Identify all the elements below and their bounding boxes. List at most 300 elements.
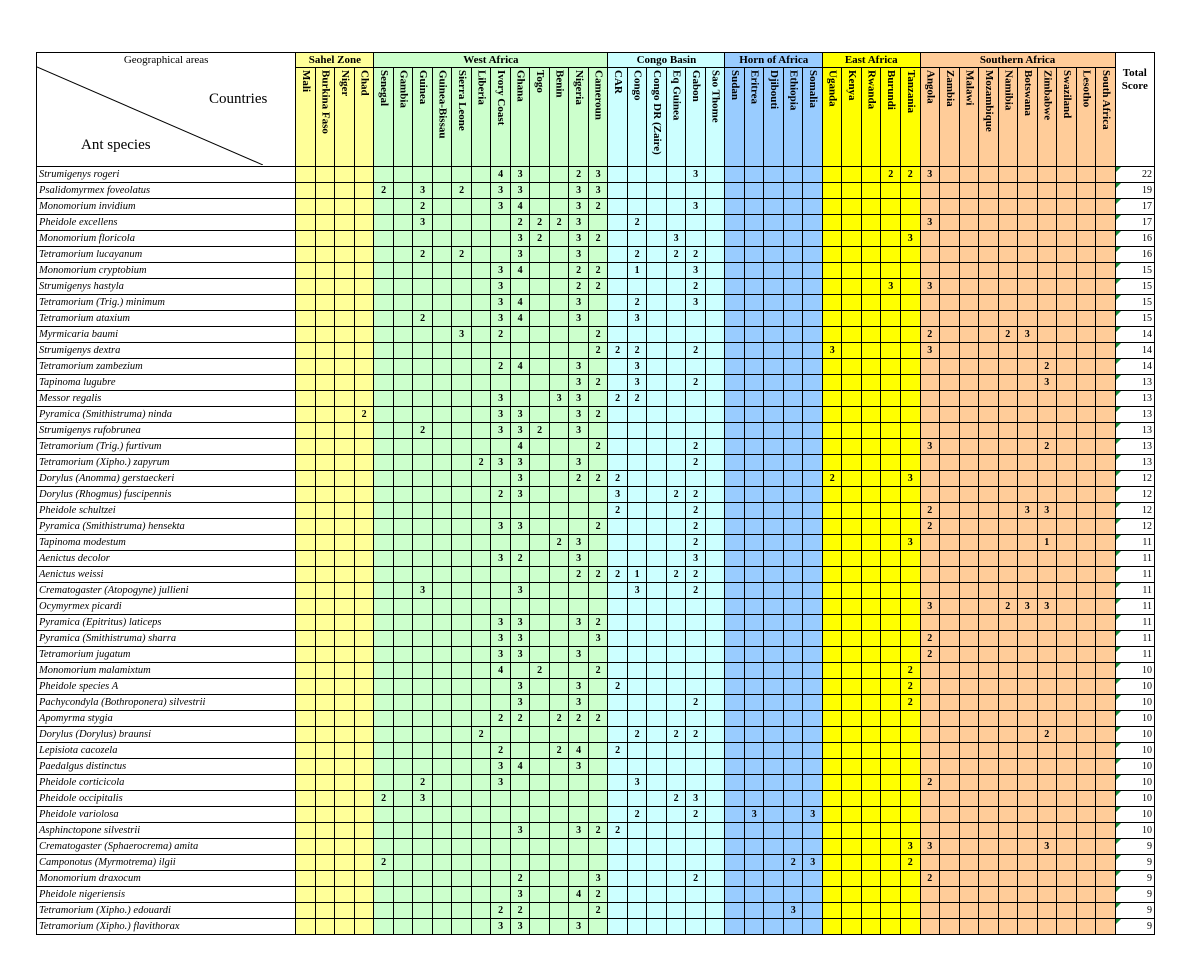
score-cell [979,343,999,359]
score-cell [803,359,823,375]
score-cell [1018,199,1038,215]
score-cell [959,631,979,647]
score-cell [979,631,999,647]
score-cell [1076,823,1096,839]
score-cell: 2 [588,615,608,631]
score-cell [1076,247,1096,263]
score-cell [608,519,628,535]
score-cell [705,487,725,503]
score-cell [764,807,784,823]
score-cell [354,551,374,567]
score-cell [588,919,608,935]
score-cell [900,359,920,375]
score-cell: 3 [1018,503,1038,519]
score-cell: 3 [627,583,647,599]
score-cell: 3 [920,167,940,183]
score-cell [1076,327,1096,343]
score-cell [647,183,667,199]
score-cell [1076,903,1096,919]
score-cell [296,887,316,903]
score-cell [940,423,960,439]
score-cell [1076,375,1096,391]
score-cell [588,759,608,775]
score-cell [432,279,452,295]
score-cell [413,855,433,871]
score-cell [842,711,862,727]
score-cell [725,887,745,903]
score-cell [1018,823,1038,839]
score-cell [335,279,355,295]
score-cell [647,247,667,263]
country-name: Sao Thome [709,70,722,123]
score-cell: 3 [491,391,511,407]
score-cell [998,343,1018,359]
country-header [608,68,628,167]
score-cell [530,647,550,663]
score-cell [822,839,842,855]
score-cell [744,471,764,487]
score-cell [393,503,413,519]
score-cell [549,791,569,807]
score-cell [1076,679,1096,695]
score-cell [764,327,784,343]
score-cell [452,791,472,807]
score-cell [647,391,667,407]
score-cell [764,583,784,599]
score-cell [471,215,491,231]
table-row [37,695,1155,711]
score-cell [998,215,1018,231]
score-cell [998,887,1018,903]
score-cell [803,663,823,679]
score-cell [452,871,472,887]
score-cell [296,919,316,935]
country-name: Gambia [397,70,410,108]
score-cell [1057,567,1077,583]
score-cell [530,343,550,359]
score-cell [881,839,901,855]
score-cell [1096,247,1116,263]
score-cell [783,823,803,839]
score-cell [510,839,530,855]
total-score-cell: 10 [1115,727,1154,743]
score-cell: 3 [510,679,530,695]
score-cell [705,231,725,247]
score-cell [1076,407,1096,423]
score-cell [998,679,1018,695]
score-cell [569,503,589,519]
score-cell: 3 [491,615,511,631]
table-row [37,455,1155,471]
table-row [37,295,1155,311]
species-name-cell: Pheidole corticicola [37,775,296,791]
score-cell [1037,791,1057,807]
score-cell [549,423,569,439]
score-cell: 2 [530,423,550,439]
score-cell [764,679,784,695]
total-score-cell: 11 [1115,535,1154,551]
score-cell [959,199,979,215]
score-cell [296,855,316,871]
score-cell [861,583,881,599]
score-cell [900,519,920,535]
score-cell [842,567,862,583]
score-cell [881,407,901,423]
total-score-cell: 11 [1115,647,1154,663]
score-cell [686,839,706,855]
score-cell [861,439,881,455]
score-cell [1096,759,1116,775]
score-cell: 3 [510,647,530,663]
score-cell [822,823,842,839]
score-cell [842,919,862,935]
score-cell [452,487,472,503]
score-cell [647,311,667,327]
score-cell [393,455,413,471]
score-cell [432,471,452,487]
score-cell [666,903,686,919]
score-cell [1037,215,1057,231]
score-cell: 2 [1037,439,1057,455]
score-cell [861,775,881,791]
score-cell [432,167,452,183]
total-score-cell: 10 [1115,679,1154,695]
score-cell [705,407,725,423]
score-cell [647,551,667,567]
score-cell: 4 [510,439,530,455]
score-cell [393,535,413,551]
score-cell [1057,279,1077,295]
score-cell [393,679,413,695]
score-cell [1018,887,1038,903]
score-cell [959,327,979,343]
score-cell [315,823,335,839]
score-cell [959,503,979,519]
score-cell [647,759,667,775]
table-row [37,391,1155,407]
score-cell [296,791,316,807]
score-cell: 3 [569,375,589,391]
score-cell [764,343,784,359]
country-name: Senegal [378,70,391,107]
score-cell [393,695,413,711]
score-cell [979,279,999,295]
score-cell [335,599,355,615]
score-cell: 2 [920,871,940,887]
score-cell [1037,343,1057,359]
score-cell [666,871,686,887]
score-cell [666,455,686,471]
score-cell [374,215,394,231]
score-cell [1018,551,1038,567]
table-row [37,903,1155,919]
score-cell [354,583,374,599]
score-cell [647,327,667,343]
score-cell [998,903,1018,919]
score-cell: 3 [510,247,530,263]
score-cell: 3 [569,407,589,423]
score-cell [627,167,647,183]
score-cell [861,823,881,839]
score-cell: 3 [510,423,530,439]
score-cell [530,631,550,647]
score-cell [686,631,706,647]
score-cell [725,823,745,839]
species-name-cell: Tetramorium (Trig.) minimum [37,295,296,311]
score-cell: 3 [510,231,530,247]
score-cell [315,199,335,215]
score-cell [549,919,569,935]
total-score-cell: 12 [1115,471,1154,487]
country-header [296,68,316,167]
species-name-cell: Tapinoma modestum [37,535,296,551]
species-name-cell: Pheidole schultzei [37,503,296,519]
score-cell [432,807,452,823]
score-cell [940,167,960,183]
score-cell [1037,775,1057,791]
score-cell [686,887,706,903]
score-cell [959,423,979,439]
score-cell [608,327,628,343]
score-cell [764,823,784,839]
score-cell [842,647,862,663]
score-cell [432,695,452,711]
score-cell [413,343,433,359]
score-cell [413,663,433,679]
score-cell [354,631,374,647]
score-cell [705,839,725,855]
species-name-cell: Lepisiota cacozela [37,743,296,759]
score-cell [335,839,355,855]
score-cell [900,871,920,887]
score-cell [920,295,940,311]
species-name-cell: Ocymyrmex picardi [37,599,296,615]
score-cell [1076,695,1096,711]
score-cell [666,311,686,327]
score-cell [354,343,374,359]
score-cell [335,871,355,887]
score-cell [491,823,511,839]
score-cell [744,679,764,695]
score-cell [666,855,686,871]
score-cell [530,711,550,727]
score-cell [881,791,901,807]
score-cell [822,455,842,471]
score-cell: 2 [374,855,394,871]
country-header [588,68,608,167]
score-cell [569,439,589,455]
table-row [37,343,1155,359]
score-cell [432,823,452,839]
score-cell [627,455,647,471]
score-cell [1018,231,1038,247]
score-cell [1076,455,1096,471]
score-cell [1057,167,1077,183]
score-cell [861,919,881,935]
score-cell [335,727,355,743]
score-cell [413,743,433,759]
species-name-cell: Dorylus (Anomma) gerstaeckeri [37,471,296,487]
score-cell [705,311,725,327]
score-cell [1057,295,1077,311]
score-cell [296,807,316,823]
score-cell: 3 [569,615,589,631]
table-row [37,919,1155,935]
score-cell [959,839,979,855]
species-name-cell: Tetramorium lucayanum [37,247,296,263]
score-cell [413,519,433,535]
table-corner-header [37,53,296,167]
score-cell [432,599,452,615]
score-cell [764,695,784,711]
score-cell [744,327,764,343]
score-cell [335,471,355,487]
score-cell [998,615,1018,631]
score-cell [940,439,960,455]
score-cell [1076,919,1096,935]
score-cell [822,279,842,295]
score-cell [725,775,745,791]
score-cell [608,807,628,823]
score-cell [452,551,472,567]
country-name: Somalia [807,70,820,108]
score-cell [959,391,979,407]
score-cell [1057,711,1077,727]
country-name: Gabon [690,70,703,102]
score-cell [822,311,842,327]
score-cell: 3 [783,903,803,919]
score-cell [452,439,472,455]
score-cell [822,887,842,903]
score-cell: 2 [588,263,608,279]
total-score-cell: 10 [1115,663,1154,679]
score-cell: 2 [998,599,1018,615]
score-cell [296,375,316,391]
score-cell [940,343,960,359]
score-cell [705,263,725,279]
score-cell [354,215,374,231]
score-cell [998,567,1018,583]
score-cell [315,263,335,279]
score-cell [530,567,550,583]
score-cell [452,631,472,647]
score-cell [491,215,511,231]
score-cell [588,295,608,311]
score-cell [979,871,999,887]
score-cell [900,215,920,231]
score-cell [666,759,686,775]
country-header [647,68,667,167]
score-cell: 4 [510,295,530,311]
score-cell [354,375,374,391]
score-cell [744,247,764,263]
score-cell [881,551,901,567]
score-cell: 2 [686,439,706,455]
score-cell [725,199,745,215]
score-cell [315,311,335,327]
score-cell [686,823,706,839]
score-cell [940,903,960,919]
score-cell [647,615,667,631]
score-cell [783,519,803,535]
score-cell [822,391,842,407]
score-cell [998,775,1018,791]
score-cell [1096,423,1116,439]
score-cell: 2 [666,791,686,807]
score-cell [1018,615,1038,631]
score-cell [413,695,433,711]
table-row [37,199,1155,215]
score-cell [354,199,374,215]
score-cell [940,503,960,519]
score-cell [959,807,979,823]
score-cell [393,231,413,247]
score-cell [861,551,881,567]
score-cell: 2 [569,567,589,583]
score-cell [998,503,1018,519]
score-cell [530,871,550,887]
score-cell [979,455,999,471]
score-cell [705,903,725,919]
score-cell [881,599,901,615]
score-cell [744,183,764,199]
score-cell [1076,759,1096,775]
score-cell [940,199,960,215]
score-cell [783,471,803,487]
score-cell [998,919,1018,935]
score-cell [296,359,316,375]
score-cell [1096,183,1116,199]
score-cell [1096,567,1116,583]
score-cell [900,807,920,823]
score-cell [959,167,979,183]
species-name-cell: Monomorium malamixtum [37,663,296,679]
score-cell [959,599,979,615]
score-cell [1096,631,1116,647]
score-cell [940,535,960,551]
score-cell [764,727,784,743]
total-score-cell: 14 [1115,343,1154,359]
score-cell [296,215,316,231]
score-cell: 2 [686,487,706,503]
score-cell [803,695,823,711]
score-cell [530,487,550,503]
score-cell [959,359,979,375]
score-cell [471,439,491,455]
score-cell [627,887,647,903]
score-cell [1037,615,1057,631]
score-cell: 2 [666,727,686,743]
score-cell [1076,839,1096,855]
score-cell [940,839,960,855]
score-cell [979,183,999,199]
score-cell [803,311,823,327]
score-cell: 3 [569,311,589,327]
score-cell: 2 [608,343,628,359]
score-cell [959,455,979,471]
score-cell [530,903,550,919]
score-cell [940,487,960,503]
score-cell [1037,231,1057,247]
score-cell [1037,887,1057,903]
score-cell [842,615,862,631]
score-cell [881,455,901,471]
species-name-cell: Pachycondyla (Bothroponera) silvestrii [37,695,296,711]
score-cell [900,903,920,919]
score-cell [315,295,335,311]
score-cell [510,343,530,359]
score-cell [959,263,979,279]
